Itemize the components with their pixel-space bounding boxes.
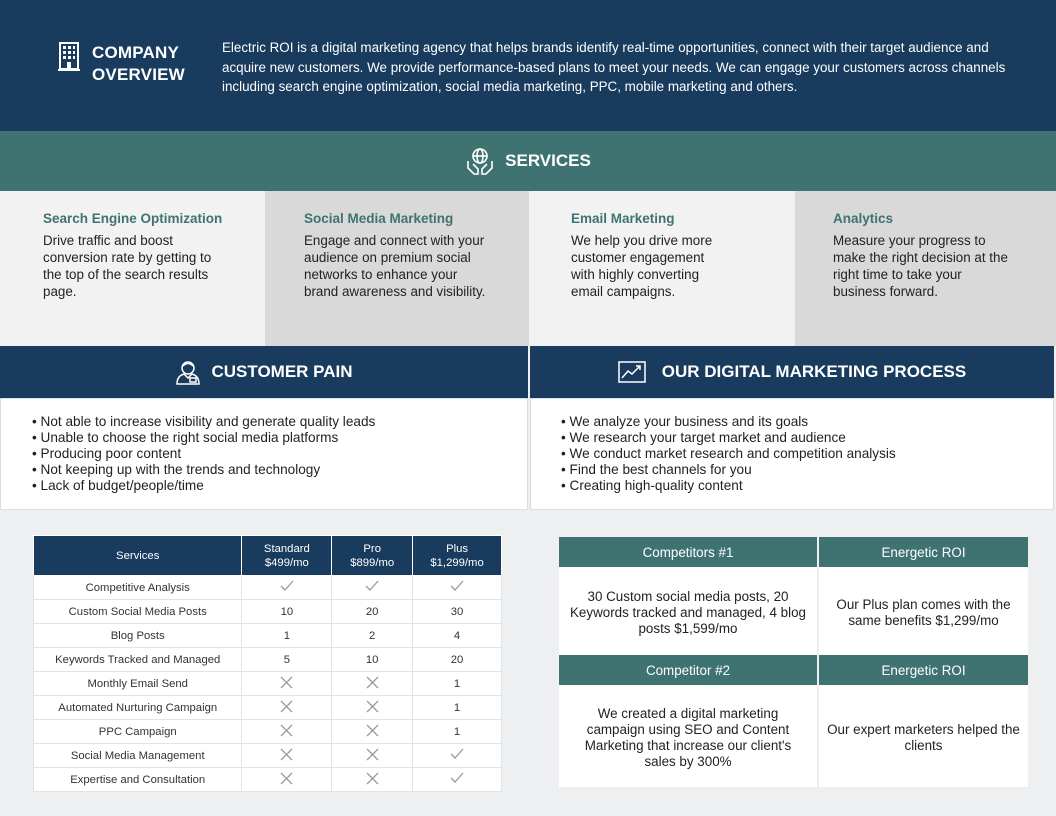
check-icon	[280, 580, 294, 592]
table-header-row	[34, 536, 502, 576]
list-item: • We research your target market and audience	[561, 430, 1053, 446]
table-row	[34, 672, 502, 696]
value-cell: 1	[413, 696, 502, 720]
list-item: • Producing poor content	[32, 446, 527, 462]
not-included-cell	[242, 720, 332, 744]
value-cell: 1	[413, 720, 502, 744]
services-header	[0, 131, 1056, 191]
customer-icon	[175, 359, 201, 385]
service-seo	[0, 191, 265, 346]
check-icon	[450, 748, 464, 760]
process-list	[530, 398, 1054, 510]
value-cell: 1	[242, 624, 332, 648]
service-name: Blog Posts	[34, 624, 242, 648]
check-icon	[450, 772, 464, 784]
cross-icon	[366, 724, 379, 737]
table-header: Plus $1,299/mo	[413, 536, 502, 576]
our-label-1: Energetic ROI	[819, 537, 1028, 570]
value-cell: 20	[332, 600, 413, 624]
cross-icon	[366, 676, 379, 689]
competitor-2-label: Competitor #2	[559, 655, 817, 688]
company-overview-title: COMPANY OVERVIEW	[92, 43, 185, 84]
value-cell: 5	[242, 648, 332, 672]
not-included-cell	[332, 672, 413, 696]
check-icon	[365, 580, 379, 592]
service-name: Competitive Analysis	[34, 576, 242, 600]
cross-icon	[366, 748, 379, 761]
competitor-2-text: We created a digital marketing campaign using SEO and Content Marketing that increase our client's sales by 300%	[559, 688, 817, 787]
included-cell	[413, 576, 502, 600]
pricing-table	[33, 535, 502, 792]
service-text: Drive traffic and boost conversion rate by getting to the top of the search results page.	[43, 233, 212, 299]
not-included-cell	[332, 744, 413, 768]
service-analytics	[795, 191, 1056, 346]
service-text: Engage and connect with your audience on premium social networks to enhance your brand awareness and visibility.	[304, 233, 486, 299]
globe-hands-icon	[465, 146, 495, 176]
not-included-cell	[332, 720, 413, 744]
service-name: Custom Social Media Posts	[34, 600, 242, 624]
not-included-cell	[242, 744, 332, 768]
services-title: SERVICES	[505, 151, 591, 170]
included-cell	[332, 576, 413, 600]
list-item: • Creating high-quality content	[561, 478, 1053, 494]
service-name: Keywords Tracked and Managed	[34, 648, 242, 672]
table-row	[34, 768, 502, 792]
list-item: • Find the best channels for you	[561, 462, 1053, 478]
value-cell: 4	[413, 624, 502, 648]
list-item: • Not keeping up with the trends and technology	[32, 462, 527, 478]
service-text: We help you drive more customer engagement with highly converting email campaigns.	[571, 233, 713, 299]
service-name: Automated Nurturing Campaign	[34, 696, 242, 720]
service-name: PPC Campaign	[34, 720, 242, 744]
cross-icon	[280, 748, 293, 761]
customer-pain-title: CUSTOMER PAIN	[211, 362, 353, 381]
not-included-cell	[332, 768, 413, 792]
cross-icon	[280, 700, 293, 713]
service-name: Social Media Management	[34, 744, 242, 768]
cross-icon	[280, 772, 293, 785]
table-header: Pro $899/mo	[332, 536, 413, 576]
cross-icon	[280, 724, 293, 737]
list-item: • Lack of budget/people/time	[32, 478, 527, 494]
value-cell: 20	[413, 648, 502, 672]
customer-pain-header	[0, 346, 528, 398]
table-row	[34, 696, 502, 720]
cross-icon	[280, 676, 293, 689]
service-email	[529, 191, 795, 346]
included-cell	[413, 768, 502, 792]
list-item: • We conduct market research and competition analysis	[561, 446, 1053, 462]
service-name: Expertise and Consultation	[34, 768, 242, 792]
included-cell	[242, 576, 332, 600]
services-columns	[0, 191, 1056, 346]
cross-icon	[366, 772, 379, 785]
table-header: Standard $499/mo	[242, 536, 332, 576]
our-answer-2: Our expert marketers helped the clients	[819, 688, 1028, 787]
table-row	[34, 744, 502, 768]
list-item: • Unable to choose the right social media platforms	[32, 430, 527, 446]
company-description: Electric ROI is a digital marketing agency that helps brands identify real-time opportunities, connect with their target audience and acquire new customers. We provide performance-based plans to meet your needs. We can engage your customers across channels including search engine optimization, social media marketing, PPC, mobile marketing and others.	[222, 40, 1006, 95]
service-social	[265, 191, 529, 346]
value-cell: 1	[413, 672, 502, 696]
service-heading: Social Media Marketing	[304, 211, 454, 226]
competitor-1-label: Competitors #1	[559, 537, 817, 570]
list-item: • We analyze your business and its goals	[561, 414, 1053, 430]
service-heading: Search Engine Optimization	[43, 211, 223, 226]
table-row	[34, 648, 502, 672]
table-row	[34, 720, 502, 744]
table-row	[34, 600, 502, 624]
service-text: Measure your progress to make the right decision at the right time to take your business forward.	[833, 233, 1008, 299]
value-cell: 10	[242, 600, 332, 624]
line-chart-icon	[618, 361, 646, 383]
table-header: Services	[34, 536, 242, 576]
competitor-1-text: 30 Custom social media posts, 20 Keywords tracked and managed, 4 blog posts $1,599/mo	[559, 570, 817, 655]
service-name: Monthly Email Send	[34, 672, 242, 696]
service-heading: Email Marketing	[571, 211, 675, 226]
check-icon	[450, 580, 464, 592]
process-title: OUR DIGITAL MARKETING PROCESS	[661, 362, 967, 381]
table-row	[34, 624, 502, 648]
cross-icon	[366, 700, 379, 713]
our-answer-1: Our Plus plan comes with the same benefits $1,299/mo	[819, 570, 1028, 655]
not-included-cell	[332, 696, 413, 720]
service-heading: Analytics	[833, 211, 894, 226]
not-included-cell	[242, 696, 332, 720]
value-cell: 30	[413, 600, 502, 624]
included-cell	[413, 744, 502, 768]
table-row	[34, 576, 502, 600]
process-header	[530, 346, 1054, 398]
not-included-cell	[242, 672, 332, 696]
customer-pain-list	[0, 398, 528, 510]
value-cell: 10	[332, 648, 413, 672]
our-label-2: Energetic ROI	[819, 655, 1028, 688]
not-included-cell	[242, 768, 332, 792]
list-item: • Not able to increase visibility and generate quality leads	[32, 414, 527, 430]
building-icon	[58, 42, 80, 72]
value-cell: 2	[332, 624, 413, 648]
company-overview-section	[0, 0, 1056, 131]
